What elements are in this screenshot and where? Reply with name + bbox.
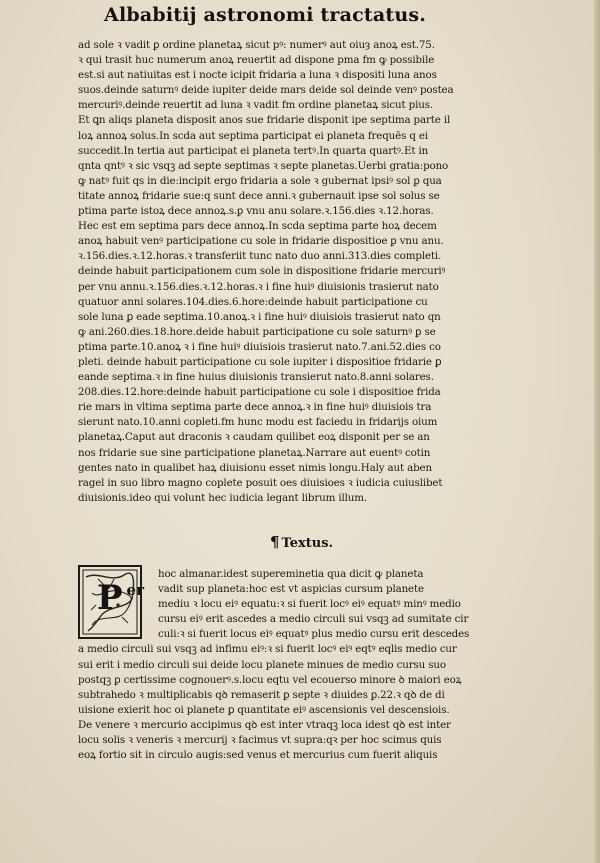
text-line: anoꝝ habuit venꝰ participatione cu sole in fridarie dispositioe ꝑ vnu anu. xyxy=(78,235,444,248)
text-line: uisione exierit hoc oi planete ꝑ quantitate eiꝰ ascensionis vel descensiois. xyxy=(78,703,450,716)
text-line: ꝛ.156.dies.ꝛ.12.horas.ꝛ transferiit tunc nato duo anni.313.dies completi. xyxy=(78,250,442,263)
text-line: ptima parte.10.anoꝝ ꝛ i fine huiꝰ diuisiois trasierut nato.7.ani.52.dies co xyxy=(78,340,441,353)
text-line: rie mars in vltima septima parte dece annoꝝ.ꝛ in fine huiꝰ diuisiois tra xyxy=(78,401,432,414)
text-line: locu solis ꝛ veneris ꝛ mercurij ꝛ facimus vt supra:qꝛ per hoc scimus quis xyxy=(78,734,442,747)
text-line: ad sole ꝛ vadit ꝑ ordine planetaꝝ sicut pꝰ: numerꝰ aut oiuȝ anoꝝ est.75. xyxy=(78,39,435,51)
text-line: ptima parte istoꝝ dece annoꝝ.s.ꝑ vnu anu solare.ꝛ.156.dies ꝛ.12.horas. xyxy=(78,205,434,218)
text-line: cursu eiꝰ erit ascedes a medio circuli sui vsqꝫ ad sumitate cir xyxy=(158,613,469,626)
section-heading-label: Textus. xyxy=(281,536,334,551)
text-line: quatuor anni solares.104.dies.6.hore:deinde habuit participatione cu xyxy=(78,295,428,308)
text-line: loꝝ annoꝝ solus.In scda aut septima participat ei planeta frequēs q ei xyxy=(78,129,428,142)
text-line: vadit sup planeta:hoc est vt aspicias cursum planete xyxy=(158,583,424,596)
text-line: planetaꝝ.Caput aut draconis ꝛ caudam quilibet eoꝝ disponit per se an xyxy=(78,431,430,444)
text-line: a medio circuli sui vsqꝫ ad infimu eiꝰ:ꝛ si fuerit locꝰ eiꝰ eqtꝰ eqlis medio cur xyxy=(78,643,457,656)
text-line: gentes nato in qualibet haꝝ diuisionu esset nimis longu.Haly aut aben xyxy=(78,461,432,474)
text-line: sui erit i medio circuli sui deide locu planete minues de medio cursu suo xyxy=(78,658,446,671)
text-line: ragel in suo libro magno coplete posuit oes diuisioes ꝛ iudicia cuiuslibet xyxy=(78,476,443,489)
initial-adjacent-letters: er xyxy=(126,581,144,599)
text-line: ꝙ natꝰ fuit qs in die:incipit ergo fridaria a sole ꝛ gubernat ipsiꝰ sol ꝑ qua xyxy=(78,174,442,187)
text-line: Hec est em septima pars dece annoꝝ.In scda septima parte hoꝝ decem xyxy=(78,220,437,233)
main-text-block xyxy=(78,38,556,506)
text-line: mercuriꝰ.deinde reuertit ad luna ꝛ vadit fm ordine planetaꝝ sicut pius. xyxy=(78,99,433,112)
text-line: mediu ꝛ locu eiꝰ equatu:ꝛ si fuerit locꝰ eiꝰ equatꝰ minꝰ medio xyxy=(158,598,461,611)
running-head: Albabitij astronomi tractatus. xyxy=(104,4,427,26)
text-line: succedit.In tertia aut participat ei planeta tertꝰ.In quarta quartꝰ.Et in xyxy=(78,144,429,157)
text-line: culi:ꝛ si fuerit locus eiꝰ equatꝰ plus medio cursu erit descedes xyxy=(158,628,470,641)
text-line: eoꝝ fortio sit in circulo augis:sed venus et mercurius cum fuerit aliquis xyxy=(78,749,438,762)
text-line: nos fridarie sue sine participatione planetaꝝ.Narrare aut euentꝰ cotin xyxy=(78,446,431,459)
text-line: qnta qntꝰ ꝛ sic vsqꝫ ad septe septimas ꝛ septe planetas.Uerbi gratia:pono xyxy=(78,159,449,172)
pilcrow-icon: ¶ xyxy=(270,533,280,551)
text-line: De venere ꝛ mercurio accipimus qꝺ est inter vtraqꝫ loca idest qꝺ est inter xyxy=(78,718,451,731)
text-line: subtrahedo ꝛ multiplicabis qꝺ remaserit ꝑ septe ꝛ diuides ꝑ.22.ꝛ qꝺ de di xyxy=(78,688,445,701)
text-line: Et ꝗn aliqs planeta disposit anos sue fridarie disponit ipe septima parte il xyxy=(78,114,451,127)
text-line: ꝛ qui trasit huc numerum anoꝝ reuertit ad dispone pma fm ꝙ possibile xyxy=(78,54,435,67)
text-line: postqꝫ ꝑ certissime cognouerꝰ.s.locu eqtu vel ecouerso minore ꝺ maiori eoꝝ xyxy=(78,673,462,686)
text-line: hoc almanar.idest supereminetia qua dicit ꝙ planeta xyxy=(158,568,424,580)
page-edge xyxy=(594,0,600,863)
textus-text-block xyxy=(78,567,556,763)
text-line: sierunt nato.10.anni copleti.fm hunc modu est faciedu in fridarijs oium xyxy=(78,416,438,429)
text-line: sole luna ꝑ eade septima.10.anoꝝ.ꝛ i fine huiꝰ diuisiois trasierut nato qn xyxy=(78,310,441,323)
text-line: diuisionis.ideo qui volunt hec iudicia legant librum illum. xyxy=(78,491,367,504)
text-line: ꝙ ani.260.dies.18.hore.deide habuit participatione cu sole saturnꝰ ꝑ se xyxy=(78,325,436,338)
text-line: 208.dies.12.hore:deinde habuit participatione cu sole i dispositioe frida xyxy=(78,386,441,399)
initial-letter: P xyxy=(97,578,123,618)
text-line: eande septima.ꝛ in fine huius diuisionis transierut nato.8.anni solares. xyxy=(78,371,434,384)
text-line: pleti. deinde habuit participatione cu sole iupiter i dispositioe fridarie ꝑ xyxy=(78,355,442,368)
text-line: suos.deinde saturnꝰ deide iupiter deide mars deide sol deinde venꝰ postea xyxy=(78,84,454,97)
section-heading xyxy=(270,533,333,551)
text-line: per vnu annu.ꝛ.156.dies.ꝛ.12.horas.ꝛ i fine huiꝰ diuisionis trasierut nato xyxy=(78,280,439,293)
text-line: est.si aut natiuitas est i nocte icipit fridaria a luna ꝛ dispositi luna anos xyxy=(78,69,437,82)
text-line: deinde habuit participationem cum sole in dispositione fridarie mercuriꝰ xyxy=(78,265,446,278)
text-line: titate annoꝝ fridarie sue:q sunt dece anni.ꝛ gubernauit ipse sol solus se xyxy=(78,189,440,202)
